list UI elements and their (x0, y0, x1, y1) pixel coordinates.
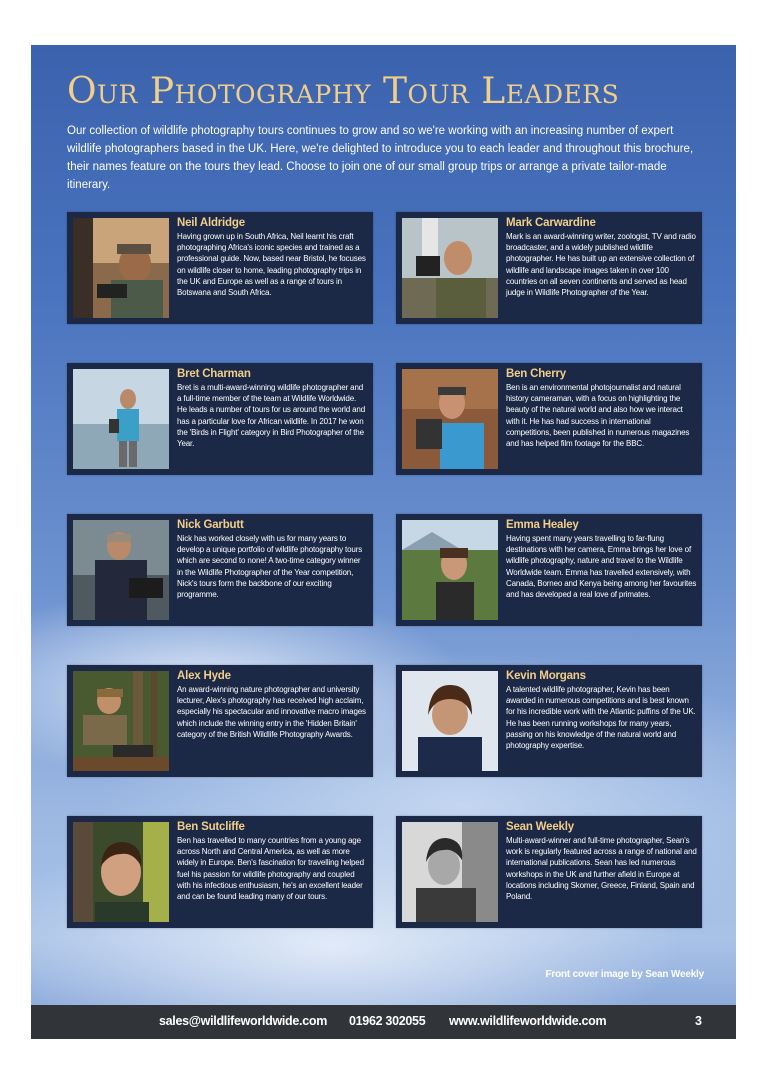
leader-photo (73, 822, 169, 922)
leader-name: Bret Charman (177, 368, 251, 380)
leader-bio: A talented wildlife photographer, Kevin has been awarded in numerous competitions and is best known for his incredible work with the Atlantic puffins of the UK. He has been running workshops for many years, passing on his knowledge of the natural world and photography expertise. (506, 685, 696, 751)
leader-name: Neil Aldridge (177, 217, 245, 229)
footer-website-link[interactable]: www.wildlifeworldwide.com (449, 1014, 607, 1028)
leader-photo (402, 822, 498, 922)
leader-bio: Having spent many years travelling to far-flung destinations with her camera, Emma brings her love of wildlife photography, nature and travel to the Wildlife Worldwide team. Emma has travelled extensively, with Canada, Borneo and Kenya being among her favourites and has developed a real love of primates. (506, 534, 697, 600)
leader-card-nick-garbutt (67, 514, 373, 626)
leader-card-neil-aldridge (67, 212, 373, 324)
page-title: Our Photography Tour Leaders (67, 71, 620, 112)
leader-photo (73, 369, 169, 469)
page-number: 3 (695, 1014, 702, 1028)
footer-bar (31, 1005, 736, 1039)
leader-card-mark-carwardine (396, 212, 702, 324)
leader-card-emma-healey (396, 514, 702, 626)
leader-card-ben-sutcliffe (67, 816, 373, 928)
leader-photo (73, 520, 169, 620)
leader-name: Alex Hyde (177, 670, 231, 682)
leader-photo (402, 218, 498, 318)
leader-bio: Mark is an award-winning writer, zoologist, TV and radio broadcaster, and a widely published wildlife photographer. He has built up an extensive collection of wildlife and landscape images taken in over 100 countries on all seven continents and served as head judge in Wildlife Photographer of the Year. (506, 232, 696, 298)
leader-card-bret-charman (67, 363, 373, 475)
leader-name: Nick Garbutt (177, 519, 244, 531)
leader-card-sean-weekly (396, 816, 702, 928)
leader-bio: An award-winning nature photographer and university lecturer, Alex's photography has received high acclaim, especially his spectacular and innovative macro images which include the winning entry in the 'Hidden Britain' category of the British Wildlife Photography Awards. (177, 685, 366, 739)
leader-bio: Having grown up in South Africa, Neil learnt his craft photographing Africa's iconic species and trained as a professional guide. Now, based near Bristol, he focuses on wildlife closer to home, leading photography trips in the UK and Europe as well as a range of tours in Botswana and South Africa. (177, 232, 366, 298)
leader-name: Emma Healey (506, 519, 579, 531)
leader-photo (402, 671, 498, 771)
brochure-page (31, 45, 736, 1039)
leader-photo (73, 218, 169, 318)
leader-bio: Ben is an environmental photojournalist and natural history cameraman, with a focus on highlighting the beauty of the natural world and also how we interact with it. He has had success in international competitions, been published in numerous magazines and has helped film footage for the BBC. (506, 383, 690, 449)
footer-email-link[interactable]: sales@wildlifeworldwide.com (159, 1014, 328, 1028)
cover-image-credit: Front cover image by Sean Weekly (545, 969, 704, 980)
leader-card-kevin-morgans (396, 665, 702, 777)
footer-phone: 01962 302055 (349, 1014, 426, 1028)
leader-name: Ben Sutcliffe (177, 821, 245, 833)
leader-card-ben-cherry (396, 363, 702, 475)
leader-bio: Bret is a multi-award-winning wildlife photographer and a full-time member of the team at Wildlife Worldwide. He leads a number of tours for us around the world and has a particular love for African wildlife. In 2017 he won the 'Birds in Flight' category in Bird Photographer of the Year. (177, 383, 366, 449)
leader-name: Kevin Morgans (506, 670, 586, 682)
leader-photo (402, 369, 498, 469)
intro-paragraph: Our collection of wildlife photography tours continues to grow and so we're working with an increasing number of expert wildlife photographers based in the UK. Here, we're delighted to introduce you to each leader and throughout this brochure, their names feature on the tours they lead. Choose to join one of our small group trips or arrange a private tailor-made itinerary. (67, 125, 694, 191)
leader-name: Mark Carwardine (506, 217, 596, 229)
leader-photo (73, 671, 169, 771)
leader-name: Ben Cherry (506, 368, 566, 380)
leader-card-alex-hyde (67, 665, 373, 777)
leader-name: Sean Weekly (506, 821, 574, 833)
leader-bio: Nick has worked closely with us for many years to develop a unique portfolio of wildlife photography tours which are second to none! A two-time category winner in the Wildlife Photographer of the Year competition, Nick's tours form the backbone of our exciting programme. (177, 534, 363, 600)
leader-photo (402, 520, 498, 620)
leader-bio: Ben has travelled to many countries from a young age across North and Central America, as well as more widely in Europe. Ben's fascination for travelling helped fuel his passion for wildlife photography and coupled with his infectious enthusiasm, he's an excellent leader and can be found leading many of our tours. (177, 836, 364, 902)
leader-bio: Multi-award-winner and full-time photographer, Sean's work is regularly featured across a range of national and international publications. Sean has led numerous workshops in the UK and further afield in Europe at locations including Skomer, Greece, Finland, Spain and Poland. (506, 836, 697, 902)
